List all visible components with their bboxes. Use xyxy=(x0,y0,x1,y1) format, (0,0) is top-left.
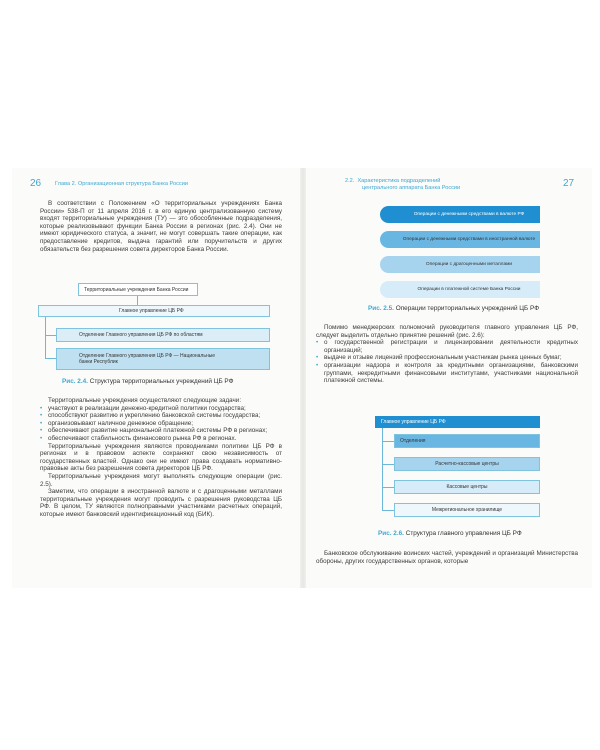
fig24-connector xyxy=(45,358,56,359)
fig25-op-rub xyxy=(380,206,540,223)
decisions-list xyxy=(316,339,578,385)
fig26-connector xyxy=(382,441,394,442)
fig26-box-branches xyxy=(394,434,540,448)
right-page-number: 27 xyxy=(563,178,575,189)
book-gutter xyxy=(300,168,306,588)
intro-text: В соответствии с Положением «О территориальных учреждениях Банка России» 538-П от 11 апреля 2016 г. в его единую централизованную систему входят территориальные учреждения (ТУ) — это обособленные подразделения, которые реализовывают функции Банка России в регионах (рис. 2.4). Они не имеют юридического статуса, а значит, не могут совершать такие операции, как предоставление кредитов, выдача гарантий или поручительств и других обязательств без разрешения совета директоров Банка России. xyxy=(40,200,282,253)
list-item: • организации надзора и контроля за кредитными организациями, банковскими группами, некредитными финансовыми институтами, участниками национальной платежной системы. xyxy=(316,362,578,385)
para-decisions: Помимо менеджерских полномочий руководителя главного управления ЦБ РФ, следует выделить отдельно принятие решений (рис. 2.6): xyxy=(316,324,578,339)
tasks-list xyxy=(40,405,282,443)
fig24-caption-text: Структура территориальных учреждений ЦБ РФ xyxy=(89,378,234,385)
fig26-connector xyxy=(382,487,394,488)
fig26-box-cash-centers-label: Кассовые центры xyxy=(446,484,488,490)
fig26-box-branches-label: Отделения xyxy=(400,438,426,444)
fig24-box-regional-branch-label: Отделение Главного управления ЦБ РФ по областям xyxy=(79,332,203,338)
fig26-box-settlement-centers xyxy=(394,457,540,471)
fig26-box-main-directorate-label: Главное управление ЦБ РФ xyxy=(381,419,446,425)
list-item: • обеспечивают развитие национальной платежной системы РФ в регионах; xyxy=(40,427,282,435)
right-running-head-line1: Характеристика подразделений xyxy=(357,178,441,184)
fig26-caption xyxy=(378,530,522,537)
right-running-head-line2: центрального аппарата Банка России xyxy=(362,185,461,191)
fig25-op-payment xyxy=(380,281,540,298)
fig24-connector xyxy=(45,317,46,358)
fig24-caption xyxy=(62,378,233,385)
left-tasks-block xyxy=(40,397,282,519)
para-military-service: Банковское обслуживание воинских частей, учреждений и организаций Министерства обороны, других государственных органов, которые xyxy=(316,550,578,565)
fig25-op-foreign-label: Операции с денежными средствами в иностранной валюте xyxy=(402,237,536,242)
left-intro-paragraph xyxy=(40,200,282,253)
fig25-op-rub-label: Операции с денежными средствами в валюте РФ xyxy=(413,212,525,217)
fig25-op-foreign xyxy=(380,231,540,248)
fig26-box-cash-centers xyxy=(394,480,540,494)
right-running-head xyxy=(345,178,460,192)
para-conductors: Территориальные учреждения являются проводниками политики ЦБ РФ в регионах и в правовом аспекте сохраняют свою независимость от государственных властей. Однако они не имеют права создавать нормативно-правовые акты без разрешения совета директоров ЦБ РФ. xyxy=(40,442,282,473)
fig26-caption-number: Рис. 2.6. xyxy=(378,530,404,537)
tasks-intro: Территориальные учреждения осуществляют следующие задачи: xyxy=(48,397,242,404)
fig25-caption xyxy=(368,305,539,312)
fig24-box-regional-branch xyxy=(56,328,270,342)
fig24-box-territorial-label: Территориальные учреждения Банка России xyxy=(84,286,189,293)
fig26-box-vault-label: Межрегиональное хранилище xyxy=(431,507,503,513)
fig24-box-territorial xyxy=(78,283,198,296)
list-item: • обеспечивают стабильность финансового рынка РФ в регионах. xyxy=(40,435,282,443)
list-item: • организовывают наличное денежное обращение; xyxy=(40,420,282,428)
list-item: • участвуют в реализации денежно-кредитной политики государства; xyxy=(40,405,282,413)
fig25-op-payment-label: Операции в платежной системе Банка России xyxy=(417,287,521,292)
list-item: • выдаче и отзыве лицензий профессиональным участникам рынка ценных бумаг; xyxy=(316,354,578,362)
fig26-connector xyxy=(382,464,394,465)
right-running-head-number: 2.2. xyxy=(345,178,355,184)
left-running-head: Глава 2. Организационная структура Банка России xyxy=(55,181,188,187)
fig24-box-main-directorate-label: Главное управление ЦБ РФ xyxy=(119,308,184,314)
fig25-caption-number: Рис. 2.5. xyxy=(368,305,394,312)
left-page-number: 26 xyxy=(30,178,42,189)
fig24-caption-number: Рис. 2.4. xyxy=(62,378,88,385)
fig26-box-settlement-centers-label: Расчетно-кассовые центры xyxy=(435,461,499,467)
fig25-op-metals-label: Операции с драгоценными металлами xyxy=(425,262,513,267)
fig25-op-metals xyxy=(380,256,540,273)
fig24-box-national-banks-label: Отделение Главного управления ЦБ РФ — Национальные банки Республик xyxy=(79,353,216,365)
para-foreign-currency: Заметим, что операции в иностранной валюте и с драгоценными металлами территориальные учреждения могут проводить с разрешения руководства ЦБ РФ. В целом, ТУ являются полноправными участниками расчетных операций, которые имеют банковский идентификационный код (БИК). xyxy=(40,488,282,518)
fig26-connector xyxy=(382,510,394,511)
fig25-caption-text: Операции территориальных учреждений ЦБ РФ xyxy=(395,305,540,312)
fig26-caption-text: Структура главного управления ЦБ РФ xyxy=(405,530,522,537)
fig24-box-main-directorate xyxy=(38,305,270,317)
right-service-paragraph xyxy=(316,550,578,565)
list-item: • способствуют развитию и укреплению банковской системы государства; xyxy=(40,412,282,420)
para-operations: Территориальные учреждения могут выполнять следующие операции (рис. 2.5). xyxy=(40,472,282,488)
fig26-box-main-directorate xyxy=(375,416,540,428)
right-decisions-block xyxy=(316,324,578,385)
fig24-connector xyxy=(45,335,56,336)
fig26-box-vault xyxy=(394,503,540,517)
fig24-box-national-banks xyxy=(56,348,270,370)
list-item: • о государственной регистрации и лицензировании деятельности кредитных организаций; xyxy=(316,339,578,354)
